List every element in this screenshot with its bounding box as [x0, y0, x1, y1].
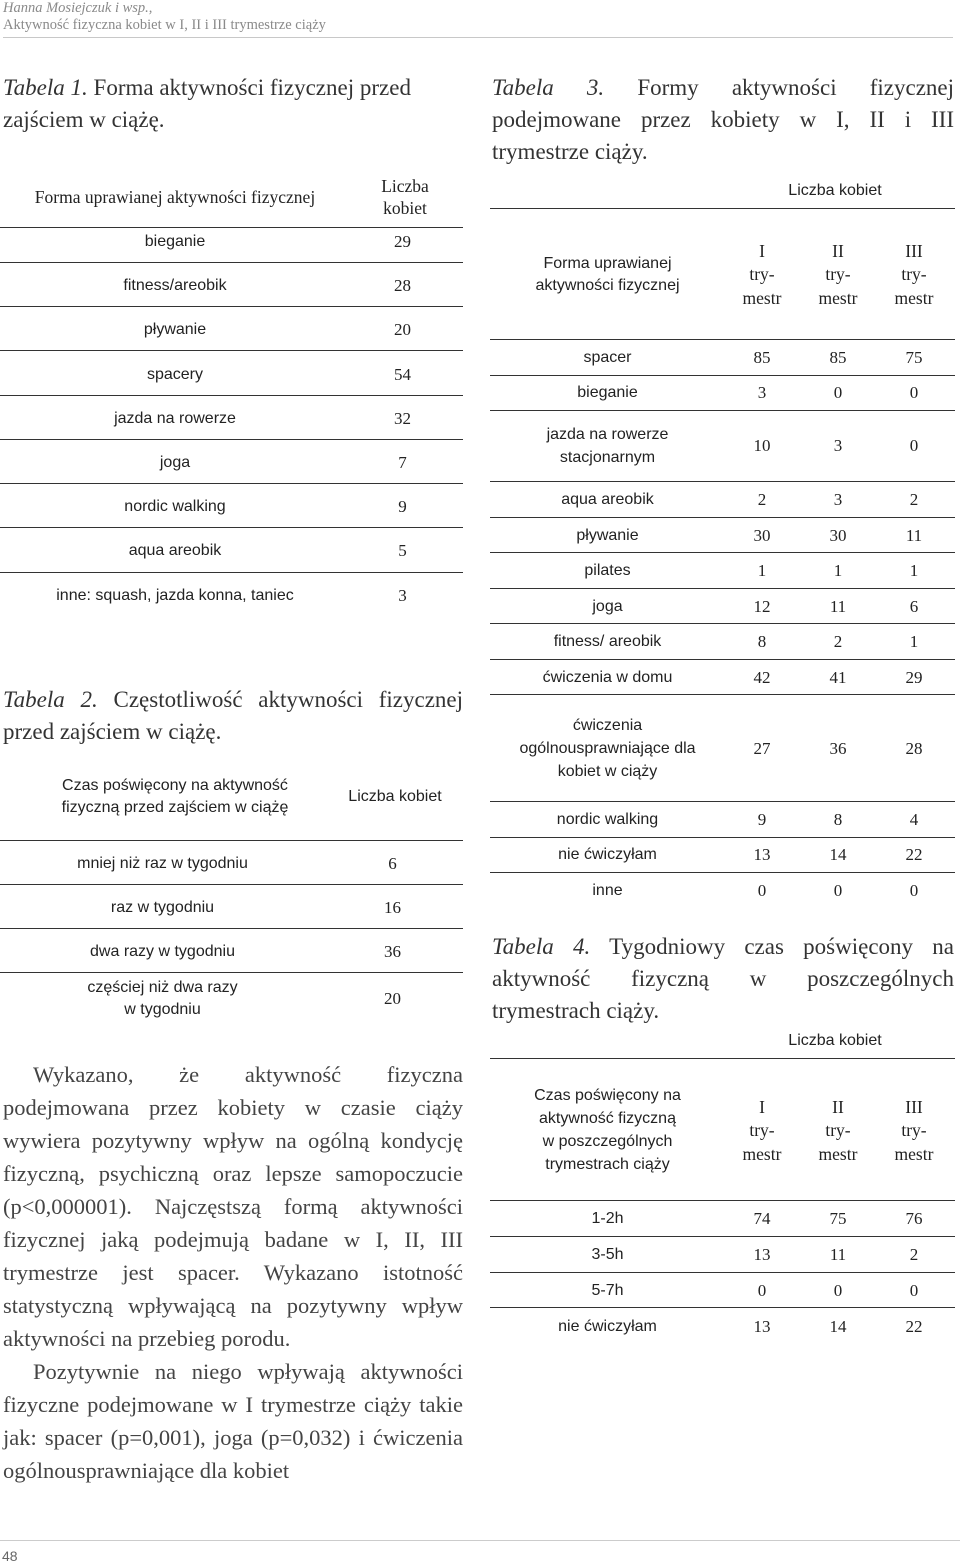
row-value: 0	[909, 1281, 919, 1300]
row-divider	[490, 872, 955, 873]
table2-header-time-2: fizyczną przed zajściem w ciążę	[61, 799, 289, 816]
table4-header-time-4: trymestrach ciąży	[545, 1156, 670, 1173]
row-label: jazda na rowerze	[114, 410, 236, 427]
row-divider	[490, 623, 955, 624]
table4-super-header: Liczba kobiet	[788, 1032, 882, 1049]
row-value: 0	[909, 383, 919, 402]
row-value: 36	[829, 739, 847, 758]
row-value: 1	[909, 632, 919, 651]
row-divider	[490, 410, 955, 411]
table3-caption-label: Tabela 3.	[492, 75, 605, 100]
row-value: 85	[753, 348, 771, 367]
table2-caption-label: Tabela 2.	[3, 687, 98, 712]
table3-header-form-1: Forma uprawianej	[543, 255, 672, 272]
table4-header-time-2: aktywność fizyczną	[539, 1110, 676, 1127]
row-label: raz w tygodniu	[110, 899, 215, 916]
trimester-label: mestr	[742, 1144, 782, 1164]
row-value: 13	[753, 845, 771, 864]
row-value: 0	[833, 881, 843, 900]
table4-caption-text: Tygodniowy czas poświęcony na aktywność fizyczną w poszczególnych trymestrach ciąży.	[492, 934, 954, 1023]
row-label: ćwiczenia w domu	[542, 669, 673, 686]
row-divider	[490, 552, 955, 553]
row-label-1: jazda na rowerze	[546, 426, 669, 443]
row-value: 10	[753, 436, 771, 455]
trimester-label: try-	[901, 1120, 927, 1140]
row-value: 11	[829, 1245, 847, 1264]
page-footer	[0, 1540, 960, 1565]
trimester-label: try-	[749, 1120, 775, 1140]
table3-subheader-rule	[490, 339, 955, 340]
table2-caption	[3, 684, 463, 748]
row-divider	[490, 801, 955, 802]
table3-caption-text: Formy aktywności fizycznej podejmowane przez kobiety w I, II i III trymestrze ciąży.	[492, 75, 955, 164]
row-value: 13	[753, 1317, 771, 1336]
row-label-2: w tygodniu	[124, 1001, 201, 1018]
row-label: spacery	[146, 366, 204, 383]
row-value: 54	[394, 365, 411, 384]
table3-header-rule	[490, 208, 955, 209]
running-header	[3, 0, 953, 38]
row-divider	[0, 928, 463, 929]
row-value: 2	[909, 1245, 919, 1264]
trimester-label: mestr	[818, 288, 858, 308]
row-divider	[490, 694, 955, 695]
row-divider	[0, 262, 463, 263]
row-label: spacer	[583, 349, 632, 366]
table1-header-rule	[0, 227, 463, 228]
row-label: inne	[592, 882, 623, 899]
row-divider	[490, 837, 955, 838]
row-label: inne: squash, jazda konna, taniec	[56, 587, 294, 604]
table2	[0, 770, 463, 1035]
table4-header-rule	[490, 1058, 955, 1059]
row-divider	[0, 483, 463, 484]
row-value: 1	[757, 561, 767, 580]
row-value: 9	[398, 497, 407, 516]
body-paragraph-2: Pozytywnie na niego wpływają aktywności fizyczne podejmowane w I trymestrze ciąży takie jak: spacer (p=0,001), joga (p=0,032) i ćwiczenia ogólnousprawniające dla kobiet	[3, 1359, 463, 1483]
trimester-number: III	[905, 1097, 923, 1117]
trimester-label: try-	[901, 264, 927, 284]
row-value: 27	[753, 739, 771, 758]
table2-caption-text: Częstotliwość aktywności fizycznej przed zajściem w ciążę.	[3, 687, 464, 744]
row-value: 14	[829, 845, 847, 864]
row-value: 30	[829, 526, 847, 545]
body-text	[3, 1058, 463, 1487]
row-value: 3	[833, 490, 843, 509]
row-label: pływanie	[143, 321, 207, 338]
row-value: 1	[833, 561, 843, 580]
row-value: 85	[829, 348, 847, 367]
row-label: mniej niż raz w tygodniu	[77, 855, 248, 872]
row-label: fitness/areobik	[123, 277, 227, 294]
row-label-2: ogólnousprawniające dla	[519, 740, 696, 757]
table4-subheader-rule	[490, 1200, 955, 1201]
row-value: 13	[753, 1245, 771, 1264]
row-divider	[0, 972, 463, 973]
header-authors: Hanna Mosiejczuk i wsp.,	[3, 0, 153, 16]
trimester-label: try-	[749, 264, 775, 284]
row-label: pływanie	[576, 527, 639, 544]
row-value: 76	[905, 1209, 923, 1228]
row-value: 8	[833, 810, 843, 829]
table1-header-count-1: Liczba	[381, 176, 429, 196]
row-value: 29	[905, 668, 923, 687]
row-value: 4	[909, 810, 919, 829]
row-value: 20	[384, 989, 401, 1008]
row-value: 20	[394, 320, 411, 339]
row-label-1: ćwiczenia	[572, 717, 643, 734]
table3-caption	[492, 72, 954, 168]
row-label: aqua areobik	[128, 542, 222, 559]
row-divider	[0, 884, 463, 885]
row-label: bieganie	[144, 233, 206, 250]
row-divider	[490, 517, 955, 518]
row-value: 2	[909, 490, 919, 509]
row-value: 12	[753, 597, 771, 616]
row-value: 29	[394, 232, 411, 251]
row-label: 3-5h	[591, 1246, 624, 1263]
row-divider	[0, 306, 463, 307]
row-value: 30	[753, 526, 771, 545]
table1-caption-text: Forma aktywności fizycznej przed zajściem w ciążę.	[3, 75, 411, 132]
row-divider	[490, 1307, 955, 1308]
table2-header-count: Liczba kobiet	[348, 788, 442, 805]
row-label: nie ćwiczyłam	[558, 1318, 657, 1335]
row-label: pilates	[584, 562, 631, 579]
row-value: 28	[394, 276, 411, 295]
table1-header-form: Forma uprawianej aktywności fizycznej	[34, 187, 316, 207]
row-value: 28	[905, 739, 923, 758]
row-divider	[490, 588, 955, 589]
row-divider	[490, 659, 955, 660]
row-label-3: kobiet w ciąży	[557, 763, 658, 780]
row-value: 11	[829, 597, 847, 616]
table2-header-time-1: Czas poświęcony na aktywność	[62, 777, 288, 794]
row-divider	[0, 572, 463, 573]
table4-caption-label: Tabela 4.	[492, 934, 591, 959]
body-paragraph-1: Wykazano, że aktywność fizyczna podejmowana przez kobiety w czasie ciąży wywiera pozytywny wpływ na ogólną kondycję fizyczną, psychiczną oraz lepsze samopoczucie (p<0,000001). Najczęstszą formą aktywności fizycznej jaką podejmują badane w I, II, III trymestrze jest spacer. Wykazano istotność statystyczną wpływającą na pozytywny wpływ aktywności na przebieg porodu.	[3, 1062, 463, 1351]
row-value: 0	[833, 1281, 843, 1300]
trimester-number: I	[759, 1097, 765, 1117]
row-value: 3	[398, 586, 407, 605]
table1-caption-label: Tabela 1.	[3, 75, 88, 100]
trimester-number: III	[905, 241, 923, 261]
table1-header-count-2: kobiet	[383, 198, 427, 218]
row-label: nie ćwiczyłam	[558, 846, 657, 863]
table4-header-time-1: Czas poświęcony na	[534, 1087, 681, 1104]
row-divider	[0, 350, 463, 351]
row-value: 16	[384, 898, 401, 917]
page-number: 48	[2, 1548, 18, 1564]
trimester-number: II	[832, 1097, 844, 1117]
table4-caption	[492, 931, 954, 1027]
table1-caption	[3, 72, 463, 136]
table3	[490, 170, 955, 910]
trimester-number: I	[759, 241, 765, 261]
row-divider	[0, 527, 463, 528]
table2-header-rule	[0, 840, 463, 841]
row-value: 22	[905, 1317, 923, 1336]
trimester-label: mestr	[894, 288, 934, 308]
row-value: 2	[757, 490, 767, 509]
row-divider	[0, 439, 463, 440]
row-value: 0	[909, 881, 919, 900]
row-value: 1	[909, 561, 919, 580]
row-value: 5	[398, 541, 407, 560]
row-value: 32	[394, 409, 411, 428]
trimester-label: try-	[825, 264, 851, 284]
table4	[490, 1020, 955, 1350]
row-label-2: stacjonarnym	[559, 449, 656, 466]
row-label: aqua areobik	[561, 491, 654, 508]
row-value: 14	[829, 1317, 847, 1336]
row-divider	[490, 375, 955, 376]
row-label-1: częściej niż dwa razy	[87, 979, 238, 996]
row-divider	[490, 481, 955, 482]
row-value: 11	[905, 526, 923, 545]
row-label: nordic walking	[124, 498, 226, 515]
row-value: 3	[757, 383, 767, 402]
trimester-label: mestr	[742, 288, 782, 308]
table4-header-time-3: w poszczególnych	[542, 1133, 673, 1150]
row-value: 22	[905, 845, 923, 864]
row-label: joga	[592, 598, 623, 615]
row-value: 0	[909, 436, 919, 455]
row-value: 6	[909, 597, 919, 616]
row-label: nordic walking	[556, 811, 659, 828]
row-value: 3	[833, 436, 843, 455]
row-label: dwa razy w tygodniu	[90, 943, 235, 960]
trimester-label: mestr	[818, 1144, 858, 1164]
row-value: 7	[398, 453, 407, 472]
row-value: 36	[384, 942, 401, 961]
row-label: 1-2h	[591, 1210, 624, 1227]
trimester-label: try-	[825, 1120, 851, 1140]
row-divider	[0, 395, 463, 396]
table1	[0, 170, 463, 630]
table3-header-form-2: aktywności fizycznej	[535, 277, 680, 294]
row-value: 0	[757, 1281, 767, 1300]
row-value: 8	[757, 632, 767, 651]
row-label: joga	[159, 454, 191, 471]
row-label: 5-7h	[591, 1282, 624, 1299]
row-value: 0	[757, 881, 767, 900]
table3-super-header: Liczba kobiet	[788, 182, 882, 199]
row-value: 6	[388, 854, 397, 873]
row-value: 75	[905, 348, 923, 367]
row-divider	[490, 1236, 955, 1237]
row-value: 75	[829, 1209, 847, 1228]
trimester-number: II	[832, 241, 844, 261]
row-label: bieganie	[577, 384, 638, 401]
row-label: fitness/ areobik	[553, 633, 662, 650]
row-value: 9	[757, 810, 767, 829]
row-value: 2	[833, 632, 843, 651]
row-value: 0	[833, 383, 843, 402]
trimester-label: mestr	[894, 1144, 934, 1164]
row-divider	[490, 1272, 955, 1273]
row-value: 41	[829, 668, 847, 687]
row-value: 42	[753, 668, 771, 687]
header-title: Aktywność fizyczna kobiet w I, II i III trymestrze ciąży	[3, 17, 326, 33]
row-value: 74	[753, 1209, 771, 1228]
